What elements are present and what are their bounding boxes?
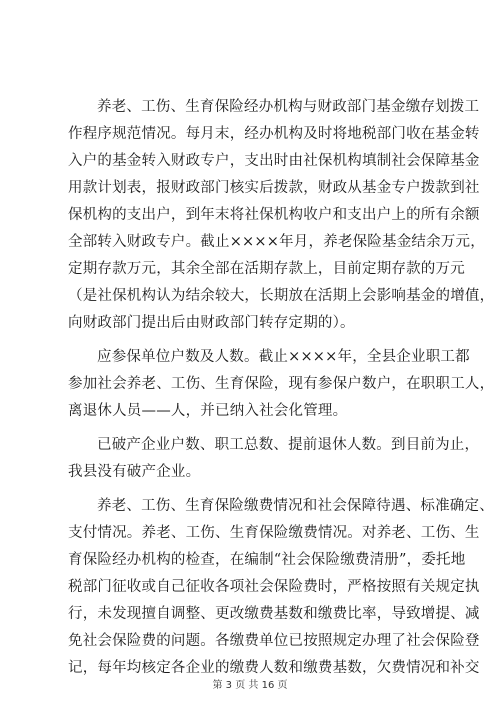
text-line: 行，未发现擅自调整、更改缴费基数和缴费比率，导致增提、减 [68,606,480,622]
page-number-footer: 第 3 页 共 16 页 [212,680,288,691]
text-line: 我县没有破产企业。 [68,464,201,480]
text-line: 参加社会养老、工伤、生育保险，现有参保户数户，在职职工人， [68,376,495,392]
text-line: 用款计划表，报财政部门核实后拨款，财政从基金专户拨款到社 [68,180,480,196]
paragraph-bankrupt-enterprises [68,432,480,486]
text-line: 养老、工伤、生育保险缴费情况和社会保障待遇、标准确定、 [97,498,494,514]
text-line: 入户的基金转入财政专户，支出时由社保机构填制社会保障基金 [68,153,480,169]
text-line: （是社保机构认为结余较大，长期放在活期上会影响基金的增值， [68,288,495,304]
text-line: 育保险经办机构的检查，在编制“社会保险缴费清册”，委托地 [68,552,466,568]
paragraph-payment-status [68,493,494,682]
text-line: 作程序规范情况。每月末，经办机构及时将地税部门收在基金转 [68,126,480,142]
text-line: 定期存款万元，其余全部在活期存款上，目前定期存款的万元 [68,261,465,277]
text-line: 已破产企业户数、职工总数、提前退休人数。到目前为止， [97,437,480,453]
text-line: 保机构的支出户，到年末将社保机构收户和支出户上的所有余额 [68,207,480,223]
paragraph-insured-units [68,344,495,425]
text-line: 税部门征收或自己征收各项社会保险费时，严格按照有关规定执 [68,579,480,595]
text-line: 离退休人员——人，并已纳入社会化管理。 [68,403,348,419]
text-line: 养老、工伤、生育保险经办机构与财政部门基金缴存划拨工 [97,99,480,115]
text-line: 应参保单位户数及人数。截止××××年，全县企业职工都 [97,349,470,365]
text-line: 支付情况。养老、工伤、生育保险缴费情况。对养老、工伤、生 [68,525,480,541]
document-body [68,94,495,689]
text-line: 记，每年均核定各企业的缴费人数和缴费基数，欠费情况和补交 [68,660,480,676]
text-line: 全部转入财政专户。截止××××年月，养老保险基金结余万元， [68,234,485,250]
text-line: 免社会保险费的问题。各缴费单位已按照规定办理了社会保险登 [68,633,480,649]
text-line: 向财政部门提出后由财政部门转存定期的）。 [68,315,355,331]
paragraph-fund-transfer [68,94,495,337]
